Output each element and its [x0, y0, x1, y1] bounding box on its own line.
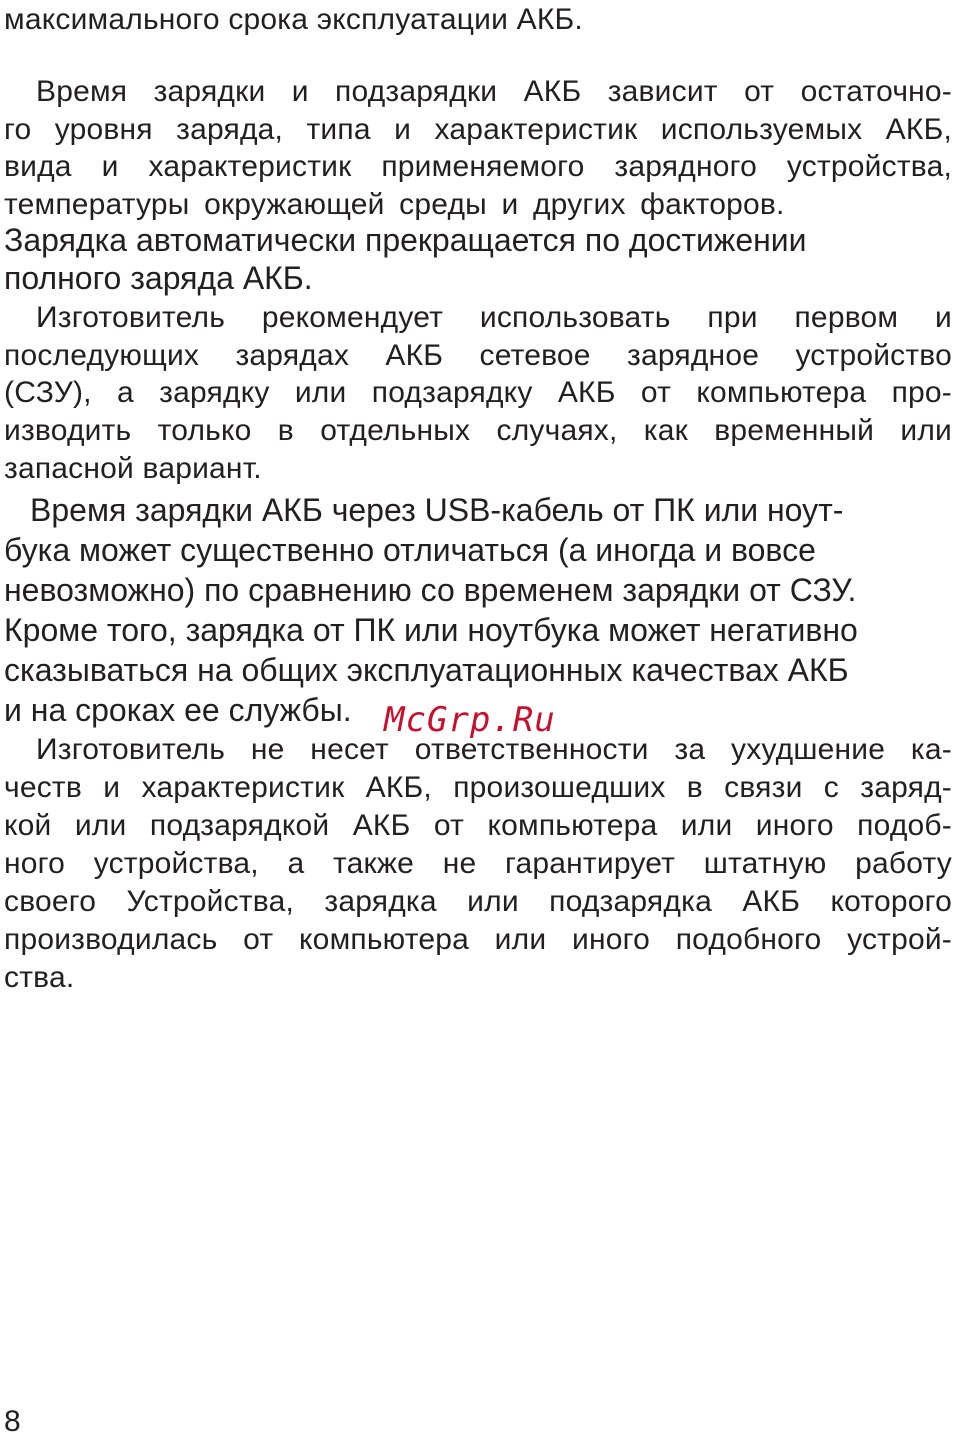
- intro-line: максимального срока эксплуатации АКБ.: [4, 3, 583, 36]
- paragraph-2-line: (СЗУ), а зарядку или подзарядку АКБ от компьютера про-: [4, 376, 952, 409]
- paragraph-4-line: кой или подзарядкой АКБ от компьютера или иного подоб-: [4, 809, 952, 842]
- paragraph-4-line: честв и характеристик АКБ, произошедших в связи с заряд-: [4, 771, 952, 804]
- paragraph-4-line: производилась от компьютера или иного подобного устрой-: [4, 923, 952, 956]
- paragraph-3-line: и на сроках ее службы.: [4, 692, 352, 728]
- watermark: McGrp.Ru: [384, 700, 556, 740]
- paragraph-4-line: Изготовитель не несет ответственности за ухудшение ка-: [36, 733, 952, 766]
- page-number: 8: [4, 1405, 21, 1438]
- paragraph-3-line: Кроме того, зарядка от ПК или ноутбука может негативно: [4, 612, 858, 648]
- paragraph-1-line: Зарядка автоматически прекращается по достижении: [4, 222, 807, 258]
- paragraph-2-line: Изготовитель рекомендует использовать при первом и: [36, 301, 952, 334]
- paragraph-2-line: запасной вариант.: [4, 452, 262, 485]
- paragraph-4-line: ства.: [4, 961, 75, 994]
- paragraph-1-line: Время зарядки и подзарядки АКБ зависит от остаточно-: [36, 75, 952, 108]
- paragraph-3-line: невозможно) по сравнению со временем зарядки от СЗУ.: [4, 572, 857, 608]
- paragraph-2-line: последующих зарядах АКБ сетевое зарядное устройство: [4, 339, 952, 372]
- paragraph-1-line: температуры окружающей среды и других факторов.: [4, 188, 785, 221]
- paragraph-4-line: своего Устройства, зарядка или подзарядка АКБ которого: [4, 885, 952, 918]
- paragraph-3-line: Время зарядки АКБ через USB-кабель от ПК или ноут-: [30, 492, 844, 528]
- paragraph-3-line: бука может существенно отличаться (а иногда и вовсе: [4, 532, 816, 568]
- paragraph-1-line: го уровня заряда, типа и характеристик используемых АКБ,: [4, 113, 952, 146]
- paragraph-1-line: полного заряда АКБ.: [4, 260, 313, 296]
- paragraph-2-line: изводить только в отдельных случаях, как временный или: [4, 414, 952, 447]
- paragraph-3-line: сказываться на общих эксплуатационных качествах АКБ: [4, 652, 849, 688]
- paragraph-4-line: ного устройства, а также не гарантирует штатную работу: [4, 847, 952, 880]
- paragraph-1-line: вида и характеристик применяемого зарядного устройства,: [4, 150, 952, 183]
